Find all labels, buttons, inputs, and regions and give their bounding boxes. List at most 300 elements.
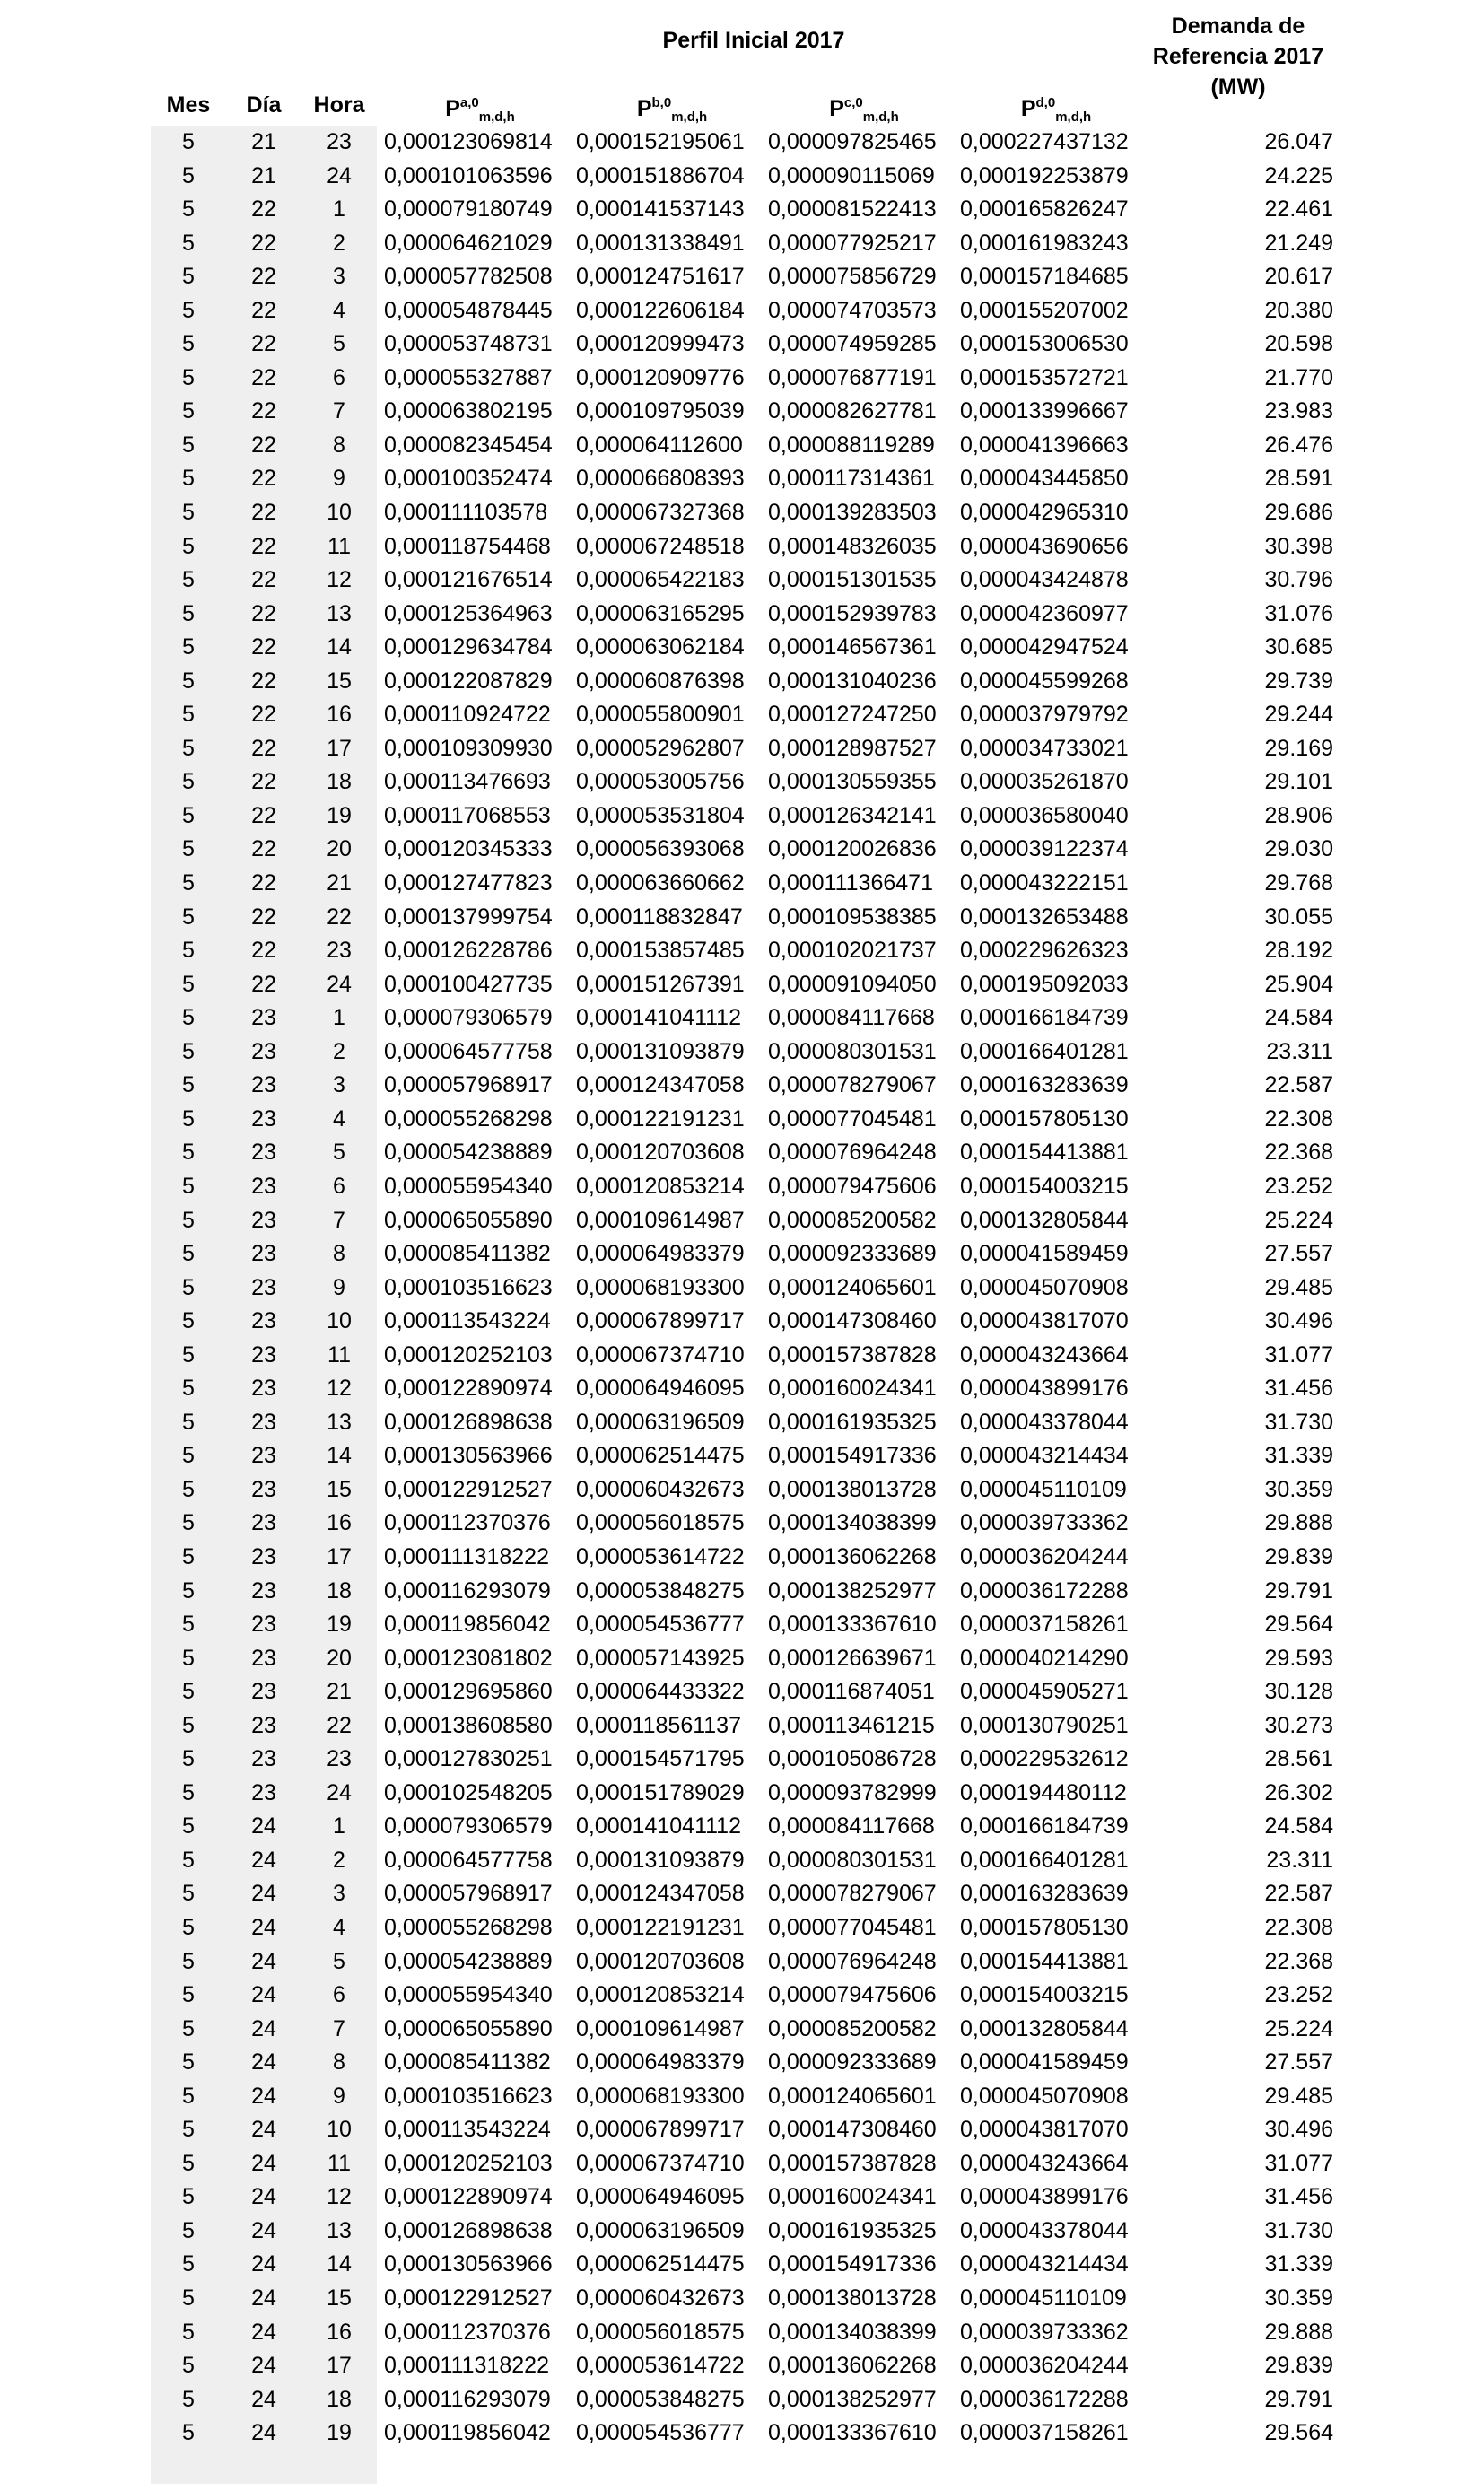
pd-cell: 0,000166184739 [960, 1814, 1129, 1840]
pb-cell: 0,000064112600 [576, 432, 743, 458]
demand-cell: 25.224 [1264, 2015, 1333, 2041]
pd-cell: 0,000153572721 [960, 364, 1129, 390]
dia-cell: 22 [251, 264, 276, 290]
demand-cell: 28.591 [1264, 466, 1333, 492]
hora-cell: 14 [327, 2251, 352, 2277]
mes-cell: 5 [182, 162, 195, 188]
mes-cell: 5 [182, 1241, 195, 1267]
pb-cell: 0,000122191231 [576, 1106, 745, 1132]
dia-cell: 23 [251, 1140, 276, 1166]
dia-cell: 24 [251, 2150, 276, 2176]
pc-cell: 0,000092333689 [768, 1241, 937, 1267]
pa-cell: 0,000057968917 [384, 1881, 553, 1907]
hora-cell: 5 [333, 1948, 345, 1974]
dia-cell: 23 [251, 1543, 276, 1569]
pb-cell: 0,000141537143 [576, 197, 745, 223]
mes-cell: 5 [182, 2420, 195, 2446]
dia-cell: 24 [251, 2420, 276, 2446]
pa-cell: 0,000113476693 [384, 769, 551, 795]
demand-cell: 26.047 [1264, 129, 1333, 154]
pb-cell: 0,000067899717 [576, 2117, 745, 2143]
hora-cell: 24 [327, 971, 352, 997]
pc-cell: 0,000113461215 [768, 1712, 935, 1738]
table-row [0, 496, 1484, 530]
pa-cell: 0,000122087829 [384, 668, 553, 694]
pd-cell: 0,000130790251 [960, 1712, 1129, 1738]
hora-cell: 14 [327, 1443, 352, 1469]
pd-cell: 0,000043817070 [960, 2117, 1129, 2143]
pb-cell: 0,000064983379 [576, 2050, 745, 2076]
mes-cell: 5 [182, 2251, 195, 2277]
mes-cell: 5 [182, 1982, 195, 2008]
pb-cell: 0,000053848275 [576, 2386, 745, 2412]
demand-cell: 31.077 [1264, 2150, 1333, 2176]
pc-cell: 0,000120026836 [768, 836, 937, 862]
pc-cell: 0,000077045481 [768, 1914, 937, 1940]
table-row [0, 2215, 1484, 2249]
mes-cell: 5 [182, 600, 195, 626]
dia-cell: 23 [251, 1612, 276, 1638]
hora-cell: 22 [327, 1712, 352, 1738]
header-pa-base: P [445, 96, 460, 121]
pb-cell: 0,000151886704 [576, 162, 745, 188]
dia-cell: 23 [251, 1207, 276, 1233]
hora-cell: 21 [327, 1679, 352, 1705]
pb-cell: 0,000063660662 [576, 870, 745, 896]
pa-cell: 0,000123069814 [384, 129, 553, 154]
dia-cell: 23 [251, 1476, 276, 1502]
pb-cell: 0,000060432673 [576, 1476, 745, 1502]
pd-cell: 0,000043378044 [960, 2217, 1129, 2243]
pc-cell: 0,000157387828 [768, 2150, 937, 2176]
pc-cell: 0,000093782999 [768, 1779, 937, 1805]
header-pc-base: P [829, 96, 844, 121]
demand-header-line3: (MW) [1210, 74, 1266, 100]
pd-cell: 0,000229532612 [960, 1746, 1129, 1772]
demand-cell: 31.339 [1264, 2251, 1333, 2277]
pb-cell: 0,000153857485 [576, 938, 745, 964]
hora-cell: 3 [333, 1881, 345, 1907]
hora-cell: 10 [327, 1308, 352, 1334]
demand-cell: 20.617 [1264, 264, 1333, 290]
pa-cell: 0,000117068553 [384, 802, 551, 828]
demand-cell: 29.791 [1264, 1578, 1333, 1604]
dia-cell: 24 [251, 2353, 276, 2379]
demand-cell: 28.906 [1264, 802, 1333, 828]
pd-cell: 0,000041589459 [960, 1241, 1129, 1267]
demand-cell: 23.252 [1264, 1982, 1333, 2008]
dia-cell: 22 [251, 297, 276, 323]
mes-cell: 5 [182, 1140, 195, 1166]
dia-cell: 24 [251, 2319, 276, 2345]
table-row [0, 2316, 1484, 2350]
pb-cell: 0,000068193300 [576, 2083, 745, 2109]
mes-cell: 5 [182, 197, 195, 223]
hora-cell: 1 [333, 1814, 345, 1840]
pc-cell: 0,000084117668 [768, 1814, 935, 1840]
demand-cell: 24.584 [1264, 1814, 1333, 1840]
pc-cell: 0,000102021737 [768, 938, 937, 964]
table-row [0, 665, 1484, 699]
pb-cell: 0,000124347058 [576, 1881, 745, 1907]
demand-cell: 30.359 [1264, 2286, 1333, 2311]
dia-cell: 22 [251, 432, 276, 458]
hora-cell: 4 [333, 1914, 345, 1940]
demand-cell: 23.252 [1264, 1173, 1333, 1199]
demand-cell: 20.598 [1264, 331, 1333, 357]
demand-cell: 21.770 [1264, 364, 1333, 390]
pd-cell: 0,000039122374 [960, 836, 1129, 862]
dia-cell: 23 [251, 1342, 276, 1368]
pa-cell: 0,000057782508 [384, 264, 553, 290]
pc-cell: 0,000079475606 [768, 1173, 937, 1199]
demand-cell: 30.796 [1264, 567, 1333, 593]
mes-cell: 5 [182, 2050, 195, 2076]
pb-cell: 0,000063062184 [576, 634, 745, 660]
hora-cell: 20 [327, 836, 352, 862]
pa-cell: 0,000053748731 [384, 331, 553, 357]
table-row [0, 362, 1484, 396]
pc-cell: 0,000076964248 [768, 1140, 937, 1166]
pd-cell: 0,000043899176 [960, 2184, 1129, 2210]
demand-cell: 31.730 [1264, 1409, 1333, 1435]
demand-cell: 22.308 [1264, 1106, 1333, 1132]
pa-cell: 0,000122890974 [384, 2184, 553, 2210]
demand-cell: 29.768 [1264, 870, 1333, 896]
demand-cell: 29.888 [1264, 1510, 1333, 1536]
mes-cell: 5 [182, 567, 195, 593]
demand-cell: 23.983 [1264, 398, 1333, 424]
table-row [0, 901, 1484, 935]
pb-cell: 0,000057143925 [576, 1645, 745, 1671]
demand-cell: 27.557 [1264, 1241, 1333, 1267]
pd-cell: 0,000045110109 [960, 1476, 1127, 1502]
demand-cell: 31.339 [1264, 1443, 1333, 1469]
table-row [0, 2046, 1484, 2080]
table-row [0, 1170, 1484, 1204]
pc-cell: 0,000147308460 [768, 2117, 937, 2143]
pc-cell: 0,000154917336 [768, 2251, 937, 2277]
pd-cell: 0,000040214290 [960, 1645, 1129, 1671]
dia-cell: 22 [251, 769, 276, 795]
pa-cell: 0,000079180749 [384, 197, 553, 223]
pd-cell: 0,000045110109 [960, 2286, 1127, 2311]
hora-cell: 19 [327, 2420, 352, 2446]
pb-cell: 0,000067248518 [576, 533, 745, 559]
dia-cell: 23 [251, 1173, 276, 1199]
pc-cell: 0,000105086728 [768, 1746, 937, 1772]
pb-cell: 0,000151267391 [576, 971, 745, 997]
pc-cell: 0,000080301531 [768, 1038, 937, 1064]
demand-cell: 29.169 [1264, 735, 1333, 761]
pb-cell: 0,000056018575 [576, 2319, 745, 2345]
pa-cell: 0,000120252103 [384, 1342, 553, 1368]
dia-cell: 24 [251, 1814, 276, 1840]
pc-cell: 0,000151301535 [768, 567, 937, 593]
pa-cell: 0,000112370376 [384, 1510, 551, 1536]
pb-cell: 0,000120909776 [576, 364, 745, 390]
hora-cell: 15 [327, 1476, 352, 1502]
pc-cell: 0,000088119289 [768, 432, 935, 458]
dia-cell: 22 [251, 634, 276, 660]
mes-cell: 5 [182, 1612, 195, 1638]
dia-cell: 23 [251, 1005, 276, 1031]
pc-cell: 0,000138252977 [768, 2386, 937, 2412]
pd-cell: 0,000155207002 [960, 297, 1129, 323]
demand-cell: 24.584 [1264, 1005, 1333, 1031]
pd-cell: 0,000132653488 [960, 904, 1129, 930]
pd-cell: 0,000037158261 [960, 1612, 1129, 1638]
pc-cell: 0,000133367610 [768, 2420, 937, 2446]
demand-cell: 29.485 [1264, 2083, 1333, 2109]
pd-cell: 0,000037158261 [960, 2420, 1129, 2446]
hora-cell: 12 [327, 1376, 352, 1402]
hora-cell: 17 [327, 735, 352, 761]
table-row [0, 294, 1484, 328]
demand-cell: 29.485 [1264, 1274, 1333, 1300]
table-row [0, 1204, 1484, 1238]
pa-cell: 0,000079306579 [384, 1005, 553, 1031]
demand-cell: 22.308 [1264, 1914, 1333, 1940]
mes-cell: 5 [182, 971, 195, 997]
pc-cell: 0,000126639671 [768, 1645, 937, 1671]
pb-cell: 0,000053614722 [576, 2353, 745, 2379]
pb-cell: 0,000064946095 [576, 1376, 745, 1402]
demand-cell: 25.904 [1264, 971, 1333, 997]
pd-cell: 0,000166401281 [960, 1038, 1129, 1064]
pd-cell: 0,000227437132 [960, 129, 1129, 154]
pa-cell: 0,000122912527 [384, 1476, 553, 1502]
pc-cell: 0,000109538385 [768, 904, 937, 930]
table-row [0, 395, 1484, 429]
mes-cell: 5 [182, 904, 195, 930]
demand-cell: 22.368 [1264, 1140, 1333, 1166]
mes-cell: 5 [182, 129, 195, 154]
table-row [0, 1608, 1484, 1642]
header-pb-sub: m,d,h [671, 109, 708, 125]
mes-cell: 5 [182, 2353, 195, 2379]
dia-cell: 23 [251, 1241, 276, 1267]
pd-cell: 0,000039733362 [960, 1510, 1129, 1536]
pd-cell: 0,000043690656 [960, 533, 1129, 559]
pc-cell: 0,000152939783 [768, 600, 937, 626]
pd-cell: 0,000043243664 [960, 1342, 1129, 1368]
dia-cell: 22 [251, 836, 276, 862]
pb-cell: 0,000062514475 [576, 1443, 745, 1469]
dia-cell: 24 [251, 2386, 276, 2412]
pc-cell: 0,000161935325 [768, 2217, 937, 2243]
demand-cell: 29.564 [1264, 1612, 1333, 1638]
demand-cell: 22.587 [1264, 1881, 1333, 1907]
pc-cell: 0,000131040236 [768, 668, 937, 694]
table-row [0, 462, 1484, 496]
demand-cell: 30.273 [1264, 1712, 1333, 1738]
demand-cell: 29.030 [1264, 836, 1333, 862]
dia-cell: 23 [251, 1106, 276, 1132]
pc-cell: 0,000133367610 [768, 1612, 937, 1638]
pc-cell: 0,000085200582 [768, 1207, 937, 1233]
table-row [0, 1305, 1484, 1339]
pb-cell: 0,000109614987 [576, 1207, 745, 1233]
hora-cell: 1 [333, 197, 345, 223]
mes-cell: 5 [182, 1376, 195, 1402]
mes-cell: 5 [182, 1409, 195, 1435]
table-row [0, 1743, 1484, 1777]
hora-cell: 10 [327, 2117, 352, 2143]
pd-cell: 0,000043214434 [960, 1443, 1129, 1469]
pa-cell: 0,000082345454 [384, 432, 553, 458]
pb-cell: 0,000141041112 [576, 1005, 741, 1031]
pb-cell: 0,000052962807 [576, 735, 745, 761]
demand-cell: 30.055 [1264, 904, 1333, 930]
pd-cell: 0,000043445850 [960, 466, 1129, 492]
hora-cell: 23 [327, 129, 352, 154]
pc-cell: 0,000076964248 [768, 1948, 937, 1974]
mes-cell: 5 [182, 2117, 195, 2143]
demand-cell: 29.739 [1264, 668, 1333, 694]
demand-cell: 31.730 [1264, 2217, 1333, 2243]
hora-cell: 10 [327, 500, 352, 526]
mes-cell: 5 [182, 297, 195, 323]
pb-cell: 0,000109614987 [576, 2015, 745, 2041]
hora-cell: 6 [333, 1173, 345, 1199]
header-mes: Mes [166, 92, 211, 118]
pb-cell: 0,000118561137 [576, 1712, 741, 1738]
pc-cell: 0,000076877191 [768, 364, 937, 390]
pb-cell: 0,000067327368 [576, 500, 745, 526]
table-row [0, 698, 1484, 732]
dia-cell: 22 [251, 971, 276, 997]
dia-cell: 22 [251, 197, 276, 223]
table-row [0, 732, 1484, 766]
pb-cell: 0,000064946095 [576, 2184, 745, 2210]
pb-cell: 0,000124347058 [576, 1072, 745, 1098]
mes-cell: 5 [182, 2386, 195, 2412]
table-row [0, 1406, 1484, 1440]
pc-cell: 0,000124065601 [768, 1274, 937, 1300]
pc-cell: 0,000074703573 [768, 297, 937, 323]
pa-cell: 0,000129634784 [384, 634, 553, 660]
header-pb-base: P [636, 96, 652, 121]
demand-cell: 29.244 [1264, 702, 1333, 728]
pc-cell: 0,000130559355 [768, 769, 937, 795]
hora-cell: 15 [327, 2286, 352, 2311]
demand-cell: 26.302 [1264, 1779, 1333, 1805]
pc-cell: 0,000154917336 [768, 1443, 937, 1469]
hora-cell: 7 [333, 398, 345, 424]
dia-cell: 23 [251, 1779, 276, 1805]
table-row [0, 2013, 1484, 2047]
pb-cell: 0,000068193300 [576, 1274, 745, 1300]
pd-cell: 0,000153006530 [960, 331, 1129, 357]
table-row [0, 800, 1484, 834]
pd-cell: 0,000043222151 [960, 870, 1129, 896]
pc-cell: 0,000084117668 [768, 1005, 935, 1031]
table-row [0, 193, 1484, 227]
dia-cell: 24 [251, 1914, 276, 1940]
dia-cell: 24 [251, 2184, 276, 2210]
mes-cell: 5 [182, 2319, 195, 2345]
dia-cell: 23 [251, 1679, 276, 1705]
pc-cell: 0,000157387828 [768, 1342, 937, 1368]
pc-cell: 0,000138013728 [768, 2286, 937, 2311]
hora-cell: 9 [333, 466, 345, 492]
mes-cell: 5 [182, 1645, 195, 1671]
pa-cell: 0,000118754468 [384, 533, 551, 559]
dia-cell: 22 [251, 466, 276, 492]
pb-cell: 0,000067374710 [576, 2150, 745, 2176]
dia-cell: 22 [251, 802, 276, 828]
table-row [0, 1439, 1484, 1473]
table-row [0, 1001, 1484, 1036]
hora-cell: 3 [333, 1072, 345, 1098]
pd-cell: 0,000154003215 [960, 1173, 1129, 1199]
mes-cell: 5 [182, 2184, 195, 2210]
hora-cell: 6 [333, 1982, 345, 2008]
pa-cell: 0,000120252103 [384, 2150, 553, 2176]
pb-cell: 0,000131093879 [576, 1847, 745, 1873]
dia-cell: 24 [251, 2015, 276, 2041]
pb-cell: 0,000120703608 [576, 1140, 745, 1166]
table-row [0, 1237, 1484, 1272]
mes-cell: 5 [182, 634, 195, 660]
demand-cell: 25.224 [1264, 1207, 1333, 1233]
hora-cell: 8 [333, 1241, 345, 1267]
table-row [0, 1945, 1484, 1980]
pa-cell: 0,000103516623 [384, 1274, 553, 1300]
demand-cell: 30.359 [1264, 1476, 1333, 1502]
table-row [0, 1575, 1484, 1609]
demand-cell: 29.888 [1264, 2319, 1333, 2345]
mes-cell: 5 [182, 1342, 195, 1368]
mes-cell: 5 [182, 1308, 195, 1334]
mes-cell: 5 [182, 1746, 195, 1772]
pa-cell: 0,000085411382 [384, 2050, 551, 2076]
pa-cell: 0,000054878445 [384, 297, 553, 323]
hora-cell: 12 [327, 567, 352, 593]
mes-cell: 5 [182, 1207, 195, 1233]
dia-cell: 22 [251, 364, 276, 390]
mes-cell: 5 [182, 1847, 195, 1873]
dia-cell: 23 [251, 1376, 276, 1402]
pd-cell: 0,000036172288 [960, 1578, 1129, 1604]
mes-cell: 5 [182, 1274, 195, 1300]
pb-cell: 0,000063196509 [576, 2217, 745, 2243]
hora-cell: 20 [327, 1645, 352, 1671]
pd-cell: 0,000034733021 [960, 735, 1129, 761]
pa-cell: 0,000126898638 [384, 2217, 553, 2243]
table-row [0, 1844, 1484, 1878]
table-row [0, 1642, 1484, 1676]
header-pa-sup: a,0 [459, 95, 479, 110]
table-row [0, 1372, 1484, 1406]
dia-cell: 24 [251, 2117, 276, 2143]
pa-cell: 0,000113543224 [384, 1308, 551, 1334]
demand-header [1122, 11, 1355, 102]
demand-cell: 30.398 [1264, 533, 1333, 559]
table-row [0, 1979, 1484, 2013]
table-row [0, 934, 1484, 968]
dia-cell: 23 [251, 1510, 276, 1536]
pd-cell: 0,000041589459 [960, 2050, 1129, 2076]
hora-cell: 13 [327, 1409, 352, 1435]
hora-cell: 13 [327, 2217, 352, 2243]
dia-cell: 22 [251, 904, 276, 930]
mes-cell: 5 [182, 870, 195, 896]
demand-cell: 26.476 [1264, 432, 1333, 458]
pc-cell: 0,000081522413 [768, 197, 937, 223]
hora-cell: 24 [327, 162, 352, 188]
